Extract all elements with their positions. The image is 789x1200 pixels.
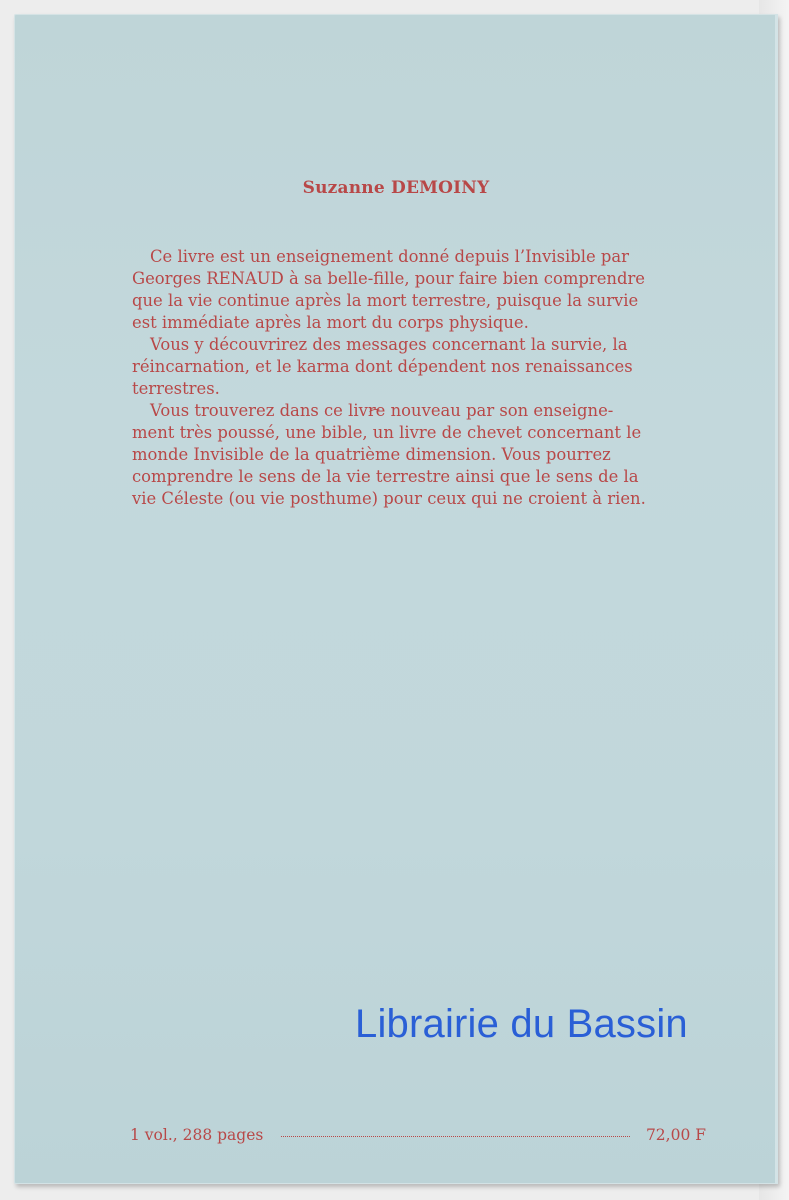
blurb-paragraph-2: Vous y découvrirez des messages concernant la survie, la réincarnation, et le karma dont dépendent nos renaissances terrestres. — [132, 335, 633, 398]
back-cover-blurb — [132, 246, 696, 510]
watermark-text: Librairie du Bassin — [355, 1002, 688, 1046]
author-name: Suzanne DEMOINY — [302, 178, 490, 198]
blurb-paragraph-1: Ce livre est un enseignement donné depuis l’Invisible par Georges RENAUD à sa belle-fille, pour faire bien comprendre que la vie continue après la mort terrestre, puisque la survie est immédiate après la mort du corps physique. — [132, 247, 645, 332]
dot-leader — [281, 1136, 630, 1137]
blurb-paragraph-3: Vous trouverez dans ce livre nouveau par son enseigne- ment très poussé, une bible, un livre de chevet concernant le monde Invisible de la quatrième dimension. Vous pourrez comprendre le sens de la vie terrestre ainsi que le sens de la vie Céleste (ou vie posthume) pour ceux qui ne croient à rien. — [132, 401, 646, 508]
price: 72,00 F — [645, 1126, 706, 1144]
price-line — [130, 1126, 706, 1144]
volume-info: 1 vol., 288 pages — [130, 1126, 264, 1144]
